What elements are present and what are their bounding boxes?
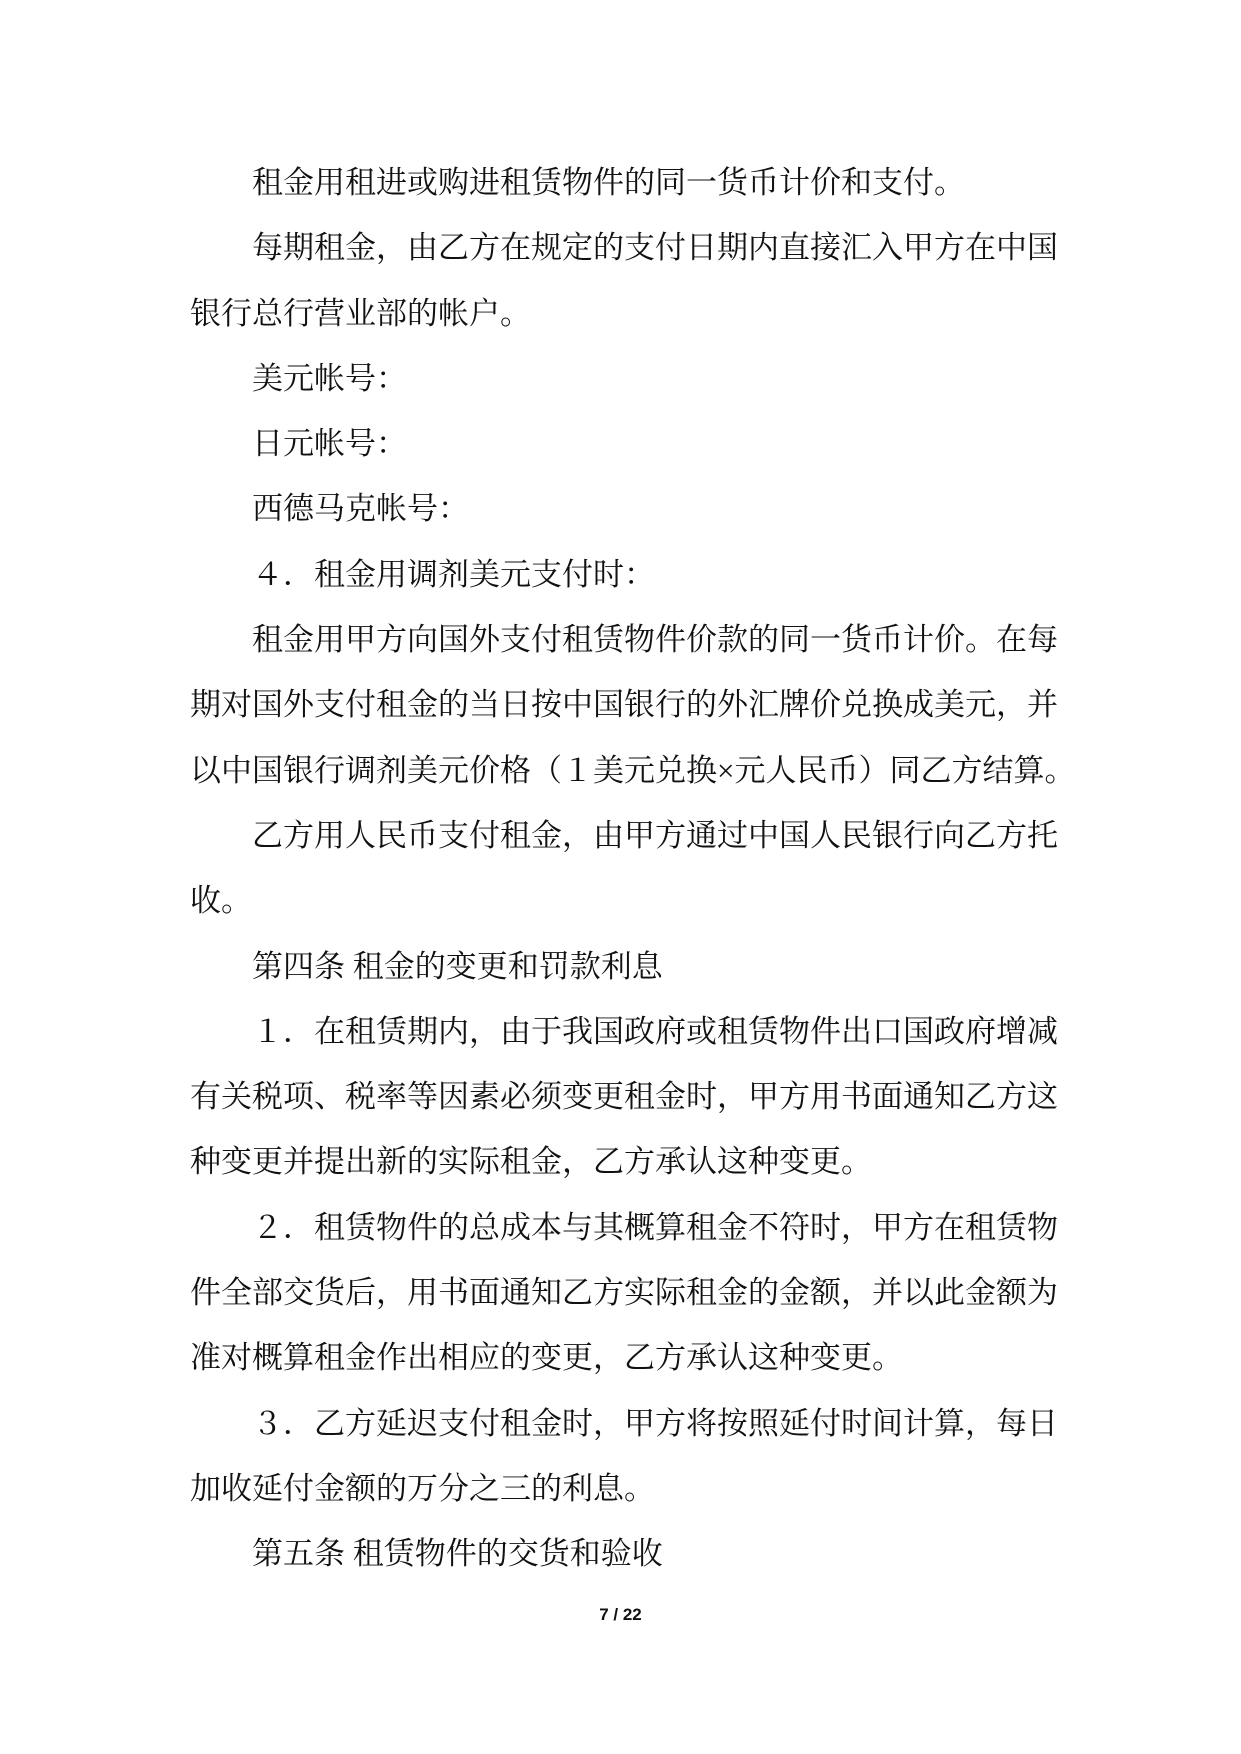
page-number: 7 / 22 — [599, 1605, 642, 1624]
text-line: 准对概算租金作出相应的变更，乙方承认这种变更。 — [190, 1340, 903, 1376]
text-line: 租金用租进或购进租赁物件的同一货币计价和支付。 — [252, 165, 965, 200]
text-line: 乙方用人民币支付租金，由甲方通过中国人民银行向乙方托 — [252, 817, 1058, 853]
text-line: 租金用甲方向国外支付租赁物件价款的同一货币计价。在每 — [252, 622, 1058, 658]
text-line: 期对国外支付租金的当日按中国银行的外汇牌价兑换成美元，并 — [190, 687, 1058, 723]
text-line: 件全部交货后，用书面通知乙方实际租金的金额，并以此金额为 — [190, 1275, 1058, 1311]
text-line: 第四条 租金的变更和罚款利息 — [252, 948, 663, 984]
text-line: 有关税项、税率等因素必须变更租金时，甲方用书面通知乙方这 — [190, 1079, 1058, 1115]
text-line: 每期租金，由乙方在规定的支付日期内直接汇入甲方在中国 — [252, 230, 1058, 266]
text-line: 日元帐号： — [252, 426, 407, 462]
text-line: 银行总行营业部的帐户。 — [190, 295, 531, 331]
document-body — [190, 150, 1076, 1587]
text-line: 美元帐号： — [252, 360, 407, 396]
text-line: １．在租赁期内，由于我国政府或租赁物件出口国政府增减 — [252, 1013, 1058, 1049]
text-line: 种变更并提出新的实际租金，乙方承认这种变更。 — [190, 1144, 872, 1180]
text-line: ２．租赁物件的总成本与其概算租金不符时，甲方在租赁物 — [252, 1209, 1058, 1245]
text-line: 收。 — [190, 883, 252, 919]
text-line: 西德马克帐号： — [252, 491, 469, 527]
text-line: 以中国银行调剂美元价格（１美元兑换×元人民币）同乙方结算。 — [190, 752, 1076, 788]
text-line: ３．乙方延迟支付租金时，甲方将按照延付时间计算，每日 — [252, 1405, 1058, 1441]
text-line: 第五条 租赁物件的交货和验收 — [252, 1536, 663, 1572]
text-line: ４．租金用调剂美元支付时： — [252, 556, 655, 592]
text-line: 加收延付金额的万分之三的利息。 — [190, 1470, 655, 1506]
